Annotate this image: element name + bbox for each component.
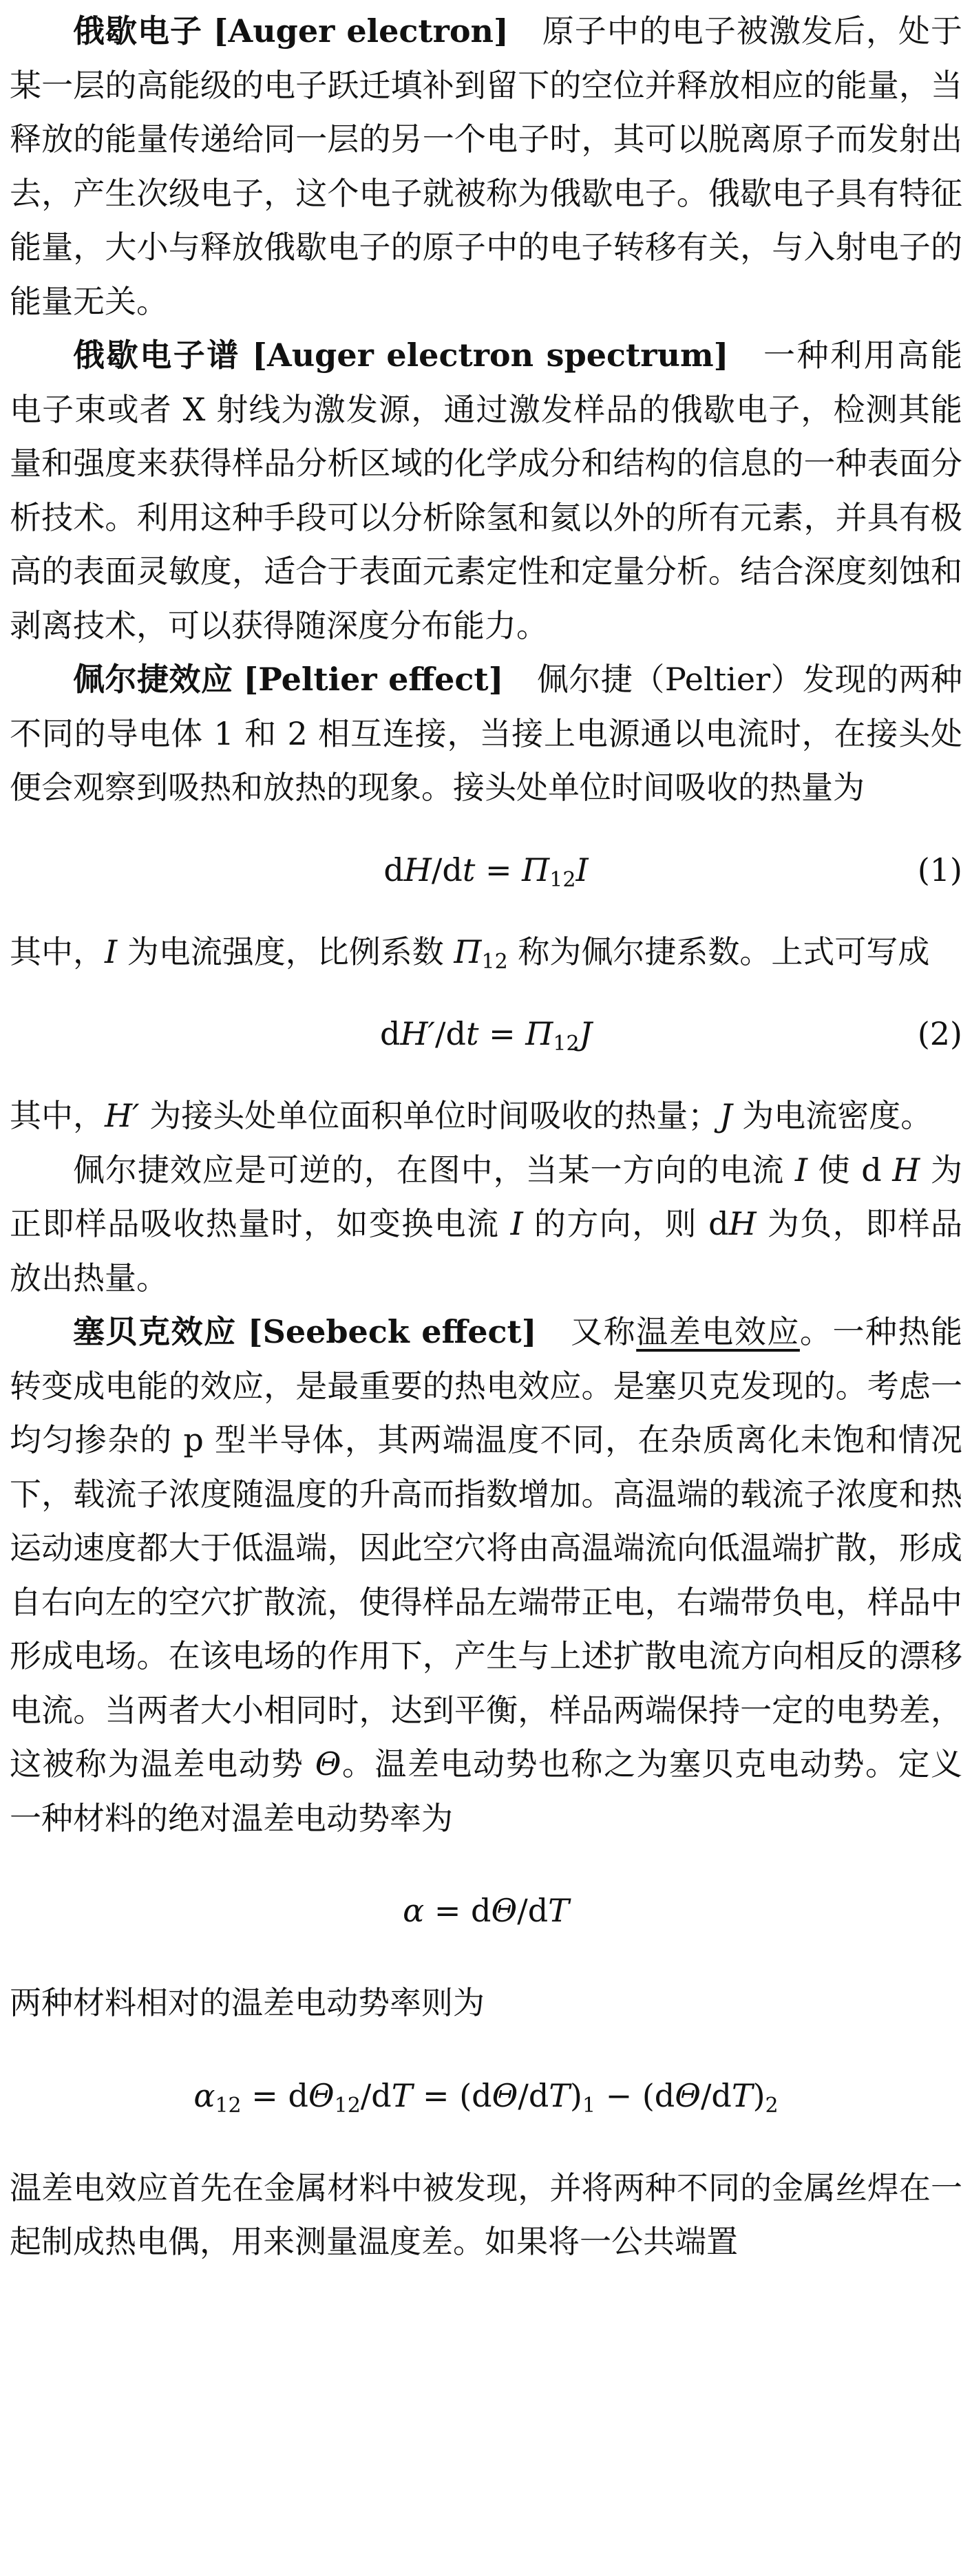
entry-body: 。一种热能转变成电能的效应，是最重要的热电效应。是塞贝克发现的。考虑一均匀掺杂的 p 型半导体，其两端温度不同，在杂质离化未饱和情况下，载流子浓度随温度的升高而指数增加。高温端的载流子浓度和热运动速度都大于低温端，因此空穴将由高温端流向低温端扩散，形成自右向左的空穴扩散流，使得样品左端带正电，右端带负电，样品中形成电场。在该电场的作用下，产生与上述扩散电流方向相反的漂移电流。当两者大小相同时，达到平衡，样品两端保持一定的电势差，这被称为温差电动势 [10, 1313, 963, 1782]
term-english: [Seebeck effect] [247, 1313, 537, 1350]
entry-body: 佩尔捷（Peltier）发现的两种不同的导电体 1 和 2 相互连接，当接上电源通以电流时，在接头处便会观察到吸热和放热的现象。接头处单位时间吸收的热量为 [10, 661, 962, 806]
entry-seebeck: 塞贝克效应 [Seebeck effect] 又称温差电效应。一种热能转变成电能的效应，是最重要的热电效应。是塞贝克发现的。考虑一均匀掺杂的 p 型半导体，其两端温度不同，在杂质离化未饱和情况下，载流子浓度随温度的升高而指数增加。高温端的载流子浓度和热运动速度都大于低温端，因此空穴将由高温端流向低温端扩散，形成自右向左的空穴扩散流，使得样品左端带正电，右端带负电，样品中形成电场。在该电场的作用下，产生与上述扩散电流方向相反的漂移电流。当两者大小相同时，达到平衡，样品两端保持一定的电势差，这被称为温差电动势 Θ。温差电动势也称之为塞贝克电动势。定义一种材料的绝对温差电动势率为 [10, 1313, 963, 1837]
term-heading: 俄歇电子谱 [73, 337, 241, 374]
entry-auger-spectrum [10, 328, 962, 652]
term-english: [Auger electron] [213, 12, 509, 50]
entry-peltier [10, 652, 962, 815]
term-english: [Peltier effect] [243, 661, 504, 698]
seebeck-relative-intro: 两种材料相对的温差电动势率则为 [10, 1984, 485, 2021]
equation-2: $dH'/dt = \Pi_{12}J$ (2) [10, 979, 962, 1089]
equation-number: (2) [917, 1015, 962, 1052]
equation-relative-seebeck: $\alpha_{12} = d\Theta_{12}/dT = (d\Theta/dT)_1 - (d\Theta/dT)_2$ [193, 2076, 779, 2118]
cross-reference-link[interactable]: 温差电效应 [636, 1313, 800, 1350]
term-english: [Auger electron spectrum] [252, 337, 729, 374]
peltier-reversible: 佩尔捷效应是可逆的，在图中，当某一方向的电流 I 使 d H 为正即样品吸收热量时，如变换电流 I 的方向，则 dH 为负，即样品放出热量。 [10, 1151, 963, 1297]
term-heading: 俄歇电子 [73, 12, 203, 50]
equation-1: $dH/dt = \Pi_{12}I$ (1) [10, 815, 962, 925]
term-heading: 塞贝克效应 [73, 1313, 237, 1350]
equation-absolute-seebeck: α = dΘ/dT [403, 1892, 569, 1929]
peltier-after-eq2: 其中，H′ 为接头处单位面积单位时间吸收的热量；J 为电流密度。 [10, 1097, 933, 1134]
entry-body: 原子中的电子被激发后，处于某一层的高能级的电子跃迁填补到留下的空位并释放相应的能量，当释放的能量传递给同一层的另一个电子时，其可以脱离原子而发射出去，产生次级电子，这个电子就被称为俄歇电子。俄歇电子具有特征能量，大小与释放俄歇电子的原子中的电子转移有关，与入射电子的能量无关。 [10, 12, 963, 320]
entry-auger-electron [10, 4, 962, 328]
term-heading: 佩尔捷效应 [73, 661, 233, 698]
peltier-after-eq1: 其中，I 为电流强度，比例系数 $\Pi_{12}$ 称为佩尔捷系数。上式可写成 [10, 933, 930, 974]
entry-body: 一种利用高能电子束或者 X 射线为激发源，通过激发样品的俄歇电子，检测其能量和强度来获得样品分析区域的化学成分和结构的信息的一种表面分析技术。利用这种手段可以分析除氢和氦以外的所有元素，并具有极高的表面灵敏度，适合于表面元素定性和定量分析。结合深度刻蚀和剥离技术，可以获得随深度分布能力。 [10, 337, 963, 644]
equation-number: (1) [917, 851, 962, 888]
seebeck-closing: 温差电效应首先在金属材料中被发现，并将两种不同的金属丝焊在一起制成热电偶，用来测量温度差。如果将一公共端置 [10, 2169, 962, 2260]
